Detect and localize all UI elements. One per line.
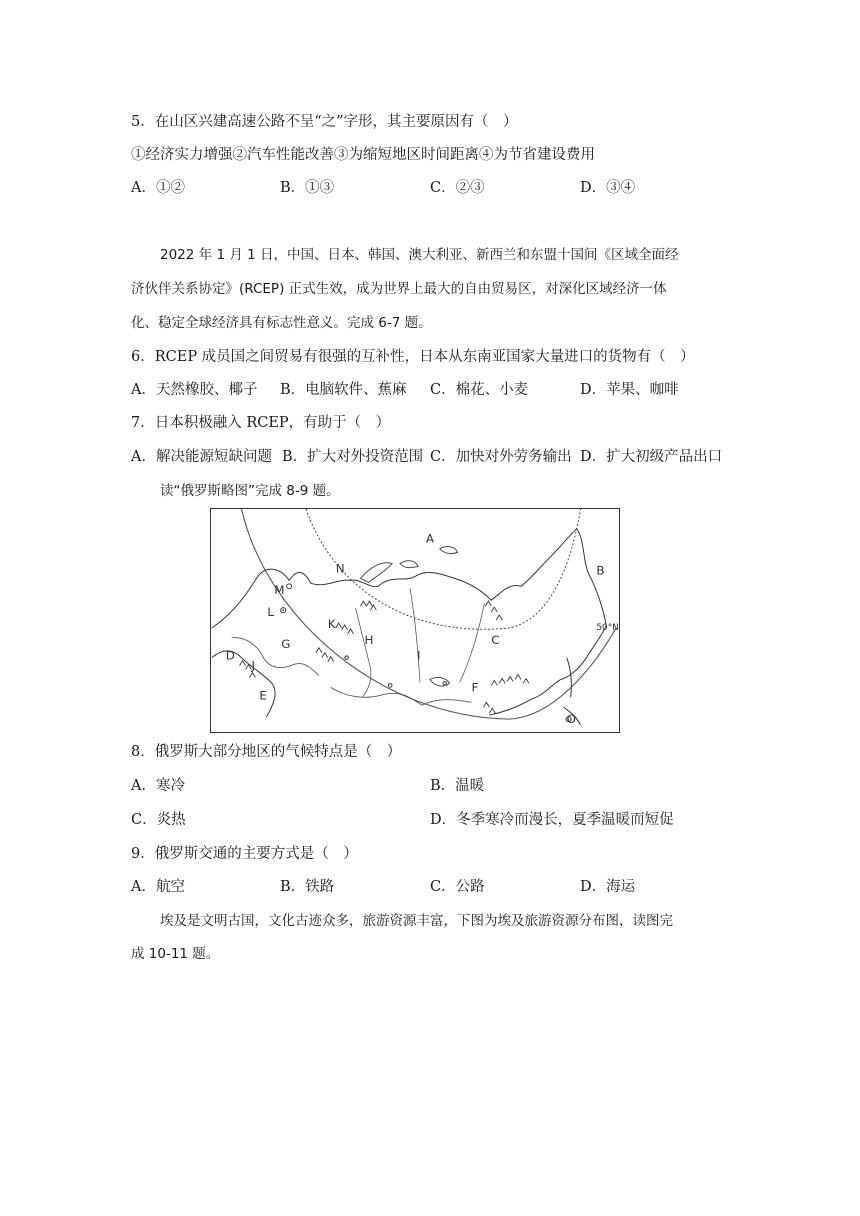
map-label-j: J [251, 658, 255, 673]
city-dot-m [287, 584, 292, 589]
map-label-i: I [416, 648, 421, 663]
russia-sketch-map [210, 508, 620, 733]
island [440, 547, 458, 554]
island [400, 561, 418, 568]
passage-rcep-line-2: 济伙伴关系协定》(RCEP) 正式生效，成为世界上最大的自由贸易区，对深化区域经济一体 [131, 281, 667, 297]
passage-egypt-line-1: 埃及是文明古国，文化古迹众多，旅游资源丰富，下图为埃及旅游资源分布图，读图完 [160, 913, 673, 929]
question-5-option-b: B．①③ [280, 180, 335, 196]
map-label-f: F [471, 680, 479, 695]
question-9-option-c: C．公路 [430, 879, 485, 895]
question-5-option-d: D．③④ [580, 180, 636, 196]
question-5-statements: ①经济实力增强②汽车性能改善③为缩短地区时间距离④为节省建设费用 [131, 147, 595, 163]
map-label-c: C [491, 632, 500, 647]
coastline [212, 529, 606, 715]
question-9-option-d: D．海运 [580, 879, 636, 895]
map-label-k: K [327, 616, 336, 631]
question-7-option-c: C．加快对外劳务输出 [430, 449, 572, 465]
question-5-option-c: C．②③ [430, 180, 485, 196]
map-intro: 读“俄罗斯略图”完成 8-9 题。 [160, 483, 340, 499]
passage-rcep-line-1: 2022 年 1 月 1 日，中国、日本、韩国、澳大利亚、新西兰和东盟十国间《区域全面经 [160, 247, 679, 263]
map-label-m: M [274, 583, 285, 598]
question-9-stem: 9．俄罗斯交通的主要方式是（ ） [131, 846, 358, 862]
map-label-g: G [281, 636, 291, 651]
map-label-o: O [566, 712, 576, 727]
question-6-option-c: C．棉花、小麦 [430, 382, 529, 398]
map-label-a: A [425, 531, 435, 546]
latitude-label: 50°N [596, 622, 619, 633]
map-label-h: H [364, 632, 374, 647]
passage-egypt-line-2: 成 10-11 题。 [131, 946, 220, 962]
border-line [232, 638, 319, 676]
passage-rcep-line-3: 化、稳定全球经济具有标志性意义。完成 6-7 题。 [131, 315, 432, 331]
question-7-option-b: B．扩大对外投资范围 [282, 449, 424, 465]
question-8-option-a: A．寒冷 [131, 778, 185, 794]
question-6-option-d: D．苹果、咖啡 [580, 382, 679, 398]
question-6-stem: 6．RCEP 成员国之间贸易有很强的互补性，日本从东南亚国家大量进口的货物有（ ） [131, 349, 695, 365]
question-8-stem: 8．俄罗斯大部分地区的气候特点是（ ） [131, 744, 402, 760]
map-label-e: E [259, 688, 267, 703]
russia-map-svg [211, 509, 619, 732]
map-label-l: L [267, 605, 274, 620]
question-5-stem: 5．在山区兴建高速公路不呈“之”字形，其主要原因有（ ） [131, 114, 518, 130]
mountain-symbols [240, 601, 529, 713]
question-8-option-c: C．炎热 [131, 812, 186, 828]
map-label-b: B [596, 563, 605, 578]
island [360, 563, 392, 583]
question-8-option-b: B．温暖 [430, 778, 485, 794]
question-6-option-a: A．天然橡胶、椰子 [131, 382, 258, 398]
question-7-option-a: A．解决能源短缺问题 [131, 449, 272, 465]
lake-baikal [430, 677, 450, 686]
question-5-option-a: A．①② [131, 180, 185, 196]
river-yenisei [410, 588, 420, 682]
question-7-stem: 7．日本积极融入 RCEP，有助于（ ） [131, 415, 391, 431]
map-label-d: D [225, 648, 235, 663]
question-7-option-d: D．扩大初级产品出口 [580, 449, 723, 465]
river-lena [460, 603, 485, 682]
question-6-option-b: B．电脑软件、蕉麻 [280, 382, 407, 398]
southern-border [331, 687, 472, 705]
river-ob [356, 608, 374, 697]
question-8-option-d: D．冬季寒冷而漫长，夏季温暖而短促 [430, 812, 674, 828]
question-9-option-a: A．航空 [131, 879, 185, 895]
question-9-option-b: B．铁路 [280, 879, 335, 895]
map-label-n: N [335, 561, 345, 576]
